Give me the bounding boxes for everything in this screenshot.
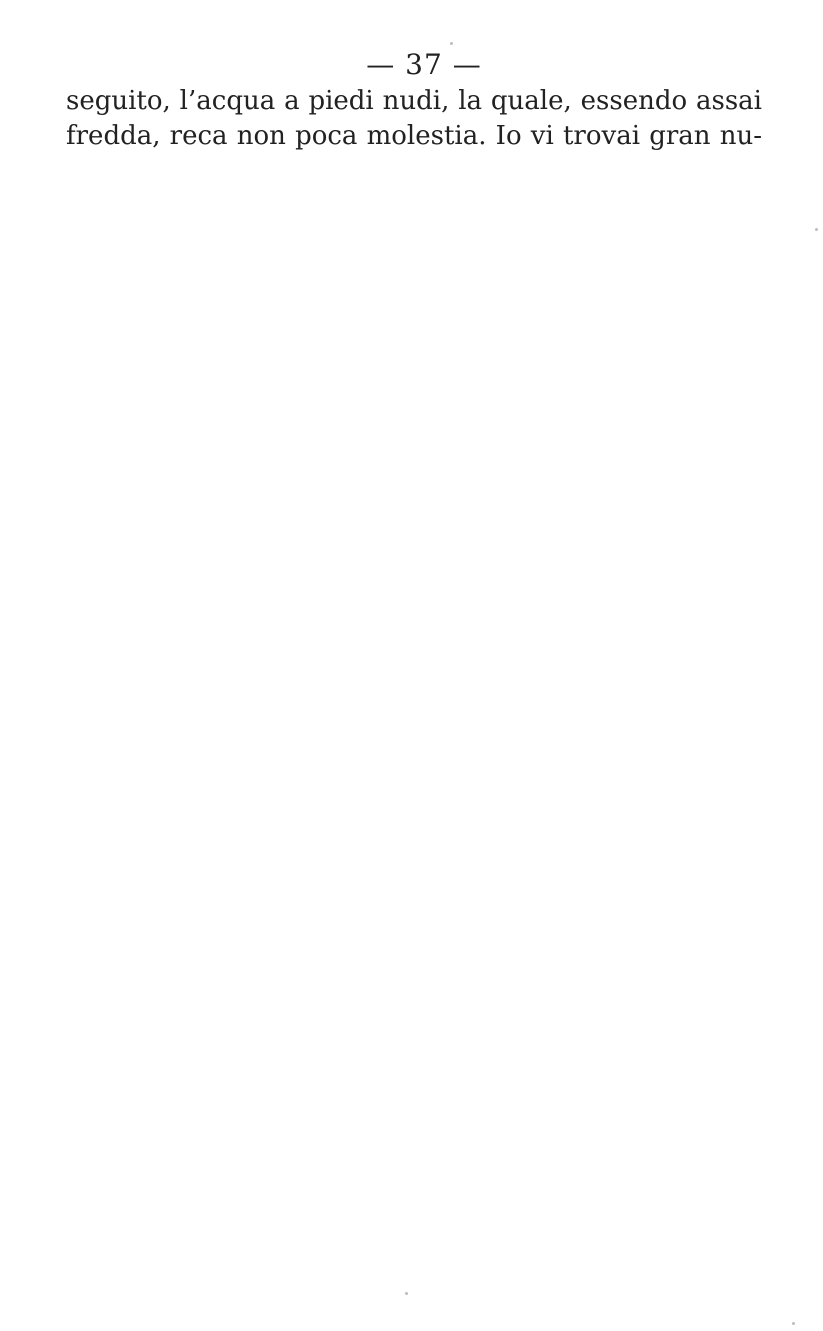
print-speck <box>792 1322 795 1325</box>
print-speck <box>405 1292 408 1295</box>
page-number: — 37 — <box>366 48 482 81</box>
print-speck <box>815 228 818 231</box>
text-line: seguito, l’acqua a piedi nudi, la quale, essendo assai <box>66 86 762 116</box>
print-speck <box>450 42 453 45</box>
body-text <box>66 84 762 153</box>
text-line: fredda, reca non poca molestia. Io vi trovai gran nu- <box>66 120 762 151</box>
